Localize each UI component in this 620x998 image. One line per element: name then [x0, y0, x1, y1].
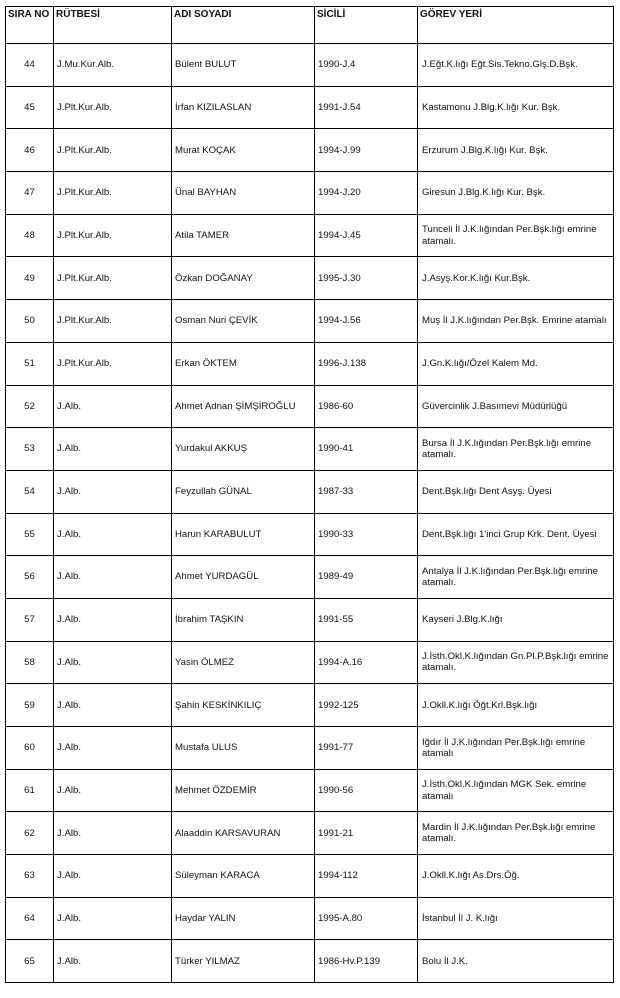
document-page	[5, 6, 613, 983]
table-row	[6, 44, 614, 87]
cell-gorev-yeri: Erzurum J.Blg.K.lığı Kur. Bşk.	[418, 129, 614, 172]
table-row	[6, 129, 614, 172]
cell-rutbe: J.Alb.	[54, 855, 172, 898]
cell-sira-no: 44	[6, 44, 54, 87]
cell-adi-soyadi: Harun KARABULUT	[172, 513, 315, 556]
cell-sira-no: 53	[6, 428, 54, 471]
cell-sira-no: 65	[6, 940, 54, 983]
cell-sicil: 1994-112	[315, 855, 418, 898]
cell-gorev-yeri: Dent.Bşk.lığı 1'inci Grup Krk. Dent. Üyesi	[418, 513, 614, 556]
table-row	[6, 598, 614, 641]
cell-sira-no: 50	[6, 300, 54, 343]
table-body	[6, 44, 614, 983]
cell-gorev-yeri: Antalya İl J.K.lığından Per.Bşk.lığı emrine atamalı.	[418, 556, 614, 599]
cell-rutbe: J.Plt.Kur.Alb.	[54, 172, 172, 215]
cell-rutbe: J.Alb.	[54, 897, 172, 940]
cell-gorev-yeri: Kastamonu J.Blg.K.lığı Kur. Bşk.	[418, 86, 614, 129]
cell-gorev-yeri: Mardin İl J.K.lığından Per.Bşk.lığı emrine atamalı.	[418, 812, 614, 855]
cell-sicil: 1991-21	[315, 812, 418, 855]
cell-adi-soyadi: Şahin KESKİNKILIÇ	[172, 684, 315, 727]
cell-sicil: 1994-J.56	[315, 300, 418, 343]
cell-sira-no: 64	[6, 897, 54, 940]
cell-sira-no: 55	[6, 513, 54, 556]
cell-adi-soyadi: Haydar YALIN	[172, 897, 315, 940]
cell-rutbe: J.Alb.	[54, 428, 172, 471]
cell-sira-no: 62	[6, 812, 54, 855]
cell-adi-soyadi: Atila TAMER	[172, 214, 315, 257]
cell-rutbe: J.Alb.	[54, 598, 172, 641]
cell-rutbe: J.Plt.Kur.Alb.	[54, 86, 172, 129]
cell-adi-soyadi: Özkan DOĞANAY	[172, 257, 315, 300]
cell-sira-no: 45	[6, 86, 54, 129]
cell-adi-soyadi: Bülent BULUT	[172, 44, 315, 87]
cell-adi-soyadi: İrfan KIZILASLAN	[172, 86, 315, 129]
cell-sicil: 1990-33	[315, 513, 418, 556]
cell-gorev-yeri: J.Eğt.K.lığı Eğt.Sis.Tekno.Glş.D.Bşk.	[418, 44, 614, 87]
cell-gorev-yeri: Kayseri J.Blg.K.lığı	[418, 598, 614, 641]
cell-sira-no: 57	[6, 598, 54, 641]
cell-adi-soyadi: Ahmet YURDAGÜL	[172, 556, 315, 599]
cell-rutbe: J.Alb.	[54, 684, 172, 727]
cell-adi-soyadi: Alaaddin KARSAVURAN	[172, 812, 315, 855]
cell-sira-no: 60	[6, 727, 54, 770]
cell-rutbe: J.Alb.	[54, 470, 172, 513]
cell-sicil: 1995-A.80	[315, 897, 418, 940]
table-row	[6, 513, 614, 556]
cell-sira-no: 47	[6, 172, 54, 215]
cell-gorev-yeri: J.Okll.K.lığı Öğt.Krl.Bşk.lığı	[418, 684, 614, 727]
cell-sira-no: 63	[6, 855, 54, 898]
cell-adi-soyadi: Mustafa ULUS	[172, 727, 315, 770]
cell-rutbe: J.Alb.	[54, 385, 172, 428]
cell-sira-no: 52	[6, 385, 54, 428]
cell-sira-no: 54	[6, 470, 54, 513]
cell-rutbe: J.Plt.Kur.Alb.	[54, 214, 172, 257]
cell-sicil: 1990-56	[315, 769, 418, 812]
cell-sicil: 1986-60	[315, 385, 418, 428]
cell-sicil: 1994-J.20	[315, 172, 418, 215]
header-sira-no: SIRA NO	[6, 7, 54, 44]
cell-sicil: 1991-55	[315, 598, 418, 641]
header-adi-soyadi: ADI SOYADI	[172, 7, 315, 44]
cell-gorev-yeri: Dent.Bşk.lığı Dent Asyş. Üyesi	[418, 470, 614, 513]
cell-gorev-yeri: Iğdır İl J.K.lığından Per.Bşk.lığı emrine atamalı	[418, 727, 614, 770]
header-sicil: SİCİLİ	[315, 7, 418, 44]
cell-rutbe: J.Plt.Kur.Alb.	[54, 300, 172, 343]
header-row	[6, 7, 614, 44]
cell-adi-soyadi: Yurdakul AKKUŞ	[172, 428, 315, 471]
cell-adi-soyadi: Erkan ÖKTEM	[172, 342, 315, 385]
cell-sira-no: 59	[6, 684, 54, 727]
cell-gorev-yeri: Muş İl J.K.lığından Per.Bşk. Emrine atamalı	[418, 300, 614, 343]
table-row	[6, 769, 614, 812]
table-row	[6, 86, 614, 129]
table-row	[6, 257, 614, 300]
table-row	[6, 470, 614, 513]
cell-sicil: 1995-J.30	[315, 257, 418, 300]
cell-sicil: 1992-125	[315, 684, 418, 727]
cell-sicil: 1989-49	[315, 556, 418, 599]
cell-gorev-yeri: Giresun J.Blg.K.lığı Kur. Bşk.	[418, 172, 614, 215]
table-row	[6, 897, 614, 940]
table-row	[6, 428, 614, 471]
cell-gorev-yeri: J.İsth.Okl.K.lığından Gn.Pl.P.Bşk.lığı emrine atamalı.	[418, 641, 614, 684]
cell-sicil: 1986-Hv.P.139	[315, 940, 418, 983]
cell-sicil: 1990-J.4	[315, 44, 418, 87]
cell-gorev-yeri: Bolu İl J.K.	[418, 940, 614, 983]
table-row	[6, 385, 614, 428]
cell-sicil: 1991-J.54	[315, 86, 418, 129]
cell-adi-soyadi: Mehmet ÖZDEMİR	[172, 769, 315, 812]
table-row	[6, 172, 614, 215]
cell-adi-soyadi: Osman Nuri ÇEVİK	[172, 300, 315, 343]
cell-sira-no: 61	[6, 769, 54, 812]
cell-adi-soyadi: Murat KOÇAK	[172, 129, 315, 172]
cell-sicil: 1994-A.16	[315, 641, 418, 684]
table-row	[6, 556, 614, 599]
cell-gorev-yeri: J.Okll.K.lığı As.Drs.Öğ.	[418, 855, 614, 898]
cell-gorev-yeri: J.İsth.Okl.K.lığından MGK Sek. emrine atamalı	[418, 769, 614, 812]
cell-sira-no: 49	[6, 257, 54, 300]
cell-gorev-yeri: J.Gn.K.lığı/Özel Kalem Md.	[418, 342, 614, 385]
cell-sira-no: 58	[6, 641, 54, 684]
cell-sira-no: 51	[6, 342, 54, 385]
cell-sicil: 1987-33	[315, 470, 418, 513]
cell-sicil: 1990-41	[315, 428, 418, 471]
cell-adi-soyadi: Süleyman KARACA	[172, 855, 315, 898]
cell-rutbe: J.Alb.	[54, 513, 172, 556]
cell-rutbe: J.Alb.	[54, 727, 172, 770]
cell-gorev-yeri: Tunceli İl J.K.lığından Per.Bşk.lığı emrine atamalı.	[418, 214, 614, 257]
cell-adi-soyadi: Yasin ÖLMEZ	[172, 641, 315, 684]
table-row	[6, 855, 614, 898]
cell-adi-soyadi: İbrahim TAŞKIN	[172, 598, 315, 641]
table-row	[6, 300, 614, 343]
table-row	[6, 812, 614, 855]
cell-sicil: 1994-J.45	[315, 214, 418, 257]
personnel-table	[5, 6, 614, 983]
cell-adi-soyadi: Türker YILMAZ	[172, 940, 315, 983]
table-row	[6, 641, 614, 684]
header-gorev-yeri: GÖREV YERİ	[418, 7, 614, 44]
table-row	[6, 214, 614, 257]
table-row	[6, 342, 614, 385]
cell-gorev-yeri: Bursa İl J.K.lığından Per.Bşk.lığı emrine atamalı.	[418, 428, 614, 471]
cell-rutbe: J.Plt.Kur.Alb.	[54, 342, 172, 385]
cell-rutbe: J.Plt.Kur.Alb.	[54, 257, 172, 300]
cell-adi-soyadi: Feyzullah GÜNAL	[172, 470, 315, 513]
cell-rutbe: J.Alb.	[54, 556, 172, 599]
cell-rutbe: J.Plt.Kur.Alb.	[54, 129, 172, 172]
cell-rutbe: J.Alb.	[54, 641, 172, 684]
cell-gorev-yeri: İstanbul İl J. K.lığı	[418, 897, 614, 940]
cell-rutbe: J.Alb.	[54, 812, 172, 855]
cell-gorev-yeri: Güvercinlik J.Basımevi Müdürlüğü	[418, 385, 614, 428]
table-row	[6, 684, 614, 727]
cell-rutbe: J.Alb.	[54, 769, 172, 812]
cell-sira-no: 56	[6, 556, 54, 599]
cell-sira-no: 48	[6, 214, 54, 257]
cell-sira-no: 46	[6, 129, 54, 172]
table-row	[6, 940, 614, 983]
cell-sicil: 1996-J.138	[315, 342, 418, 385]
cell-sicil: 1994-J.99	[315, 129, 418, 172]
table-row	[6, 727, 614, 770]
header-rutbe: RÜTBESİ	[54, 7, 172, 44]
cell-rutbe: J.Alb.	[54, 940, 172, 983]
cell-adi-soyadi: Ünal BAYHAN	[172, 172, 315, 215]
cell-gorev-yeri: J.Asyş.Kor.K.lığı Kur.Bşk.	[418, 257, 614, 300]
cell-adi-soyadi: Ahmet Adnan ŞİMŞİROĞLU	[172, 385, 315, 428]
cell-sicil: 1991-77	[315, 727, 418, 770]
cell-rutbe: J.Mu.Kur.Alb.	[54, 44, 172, 87]
